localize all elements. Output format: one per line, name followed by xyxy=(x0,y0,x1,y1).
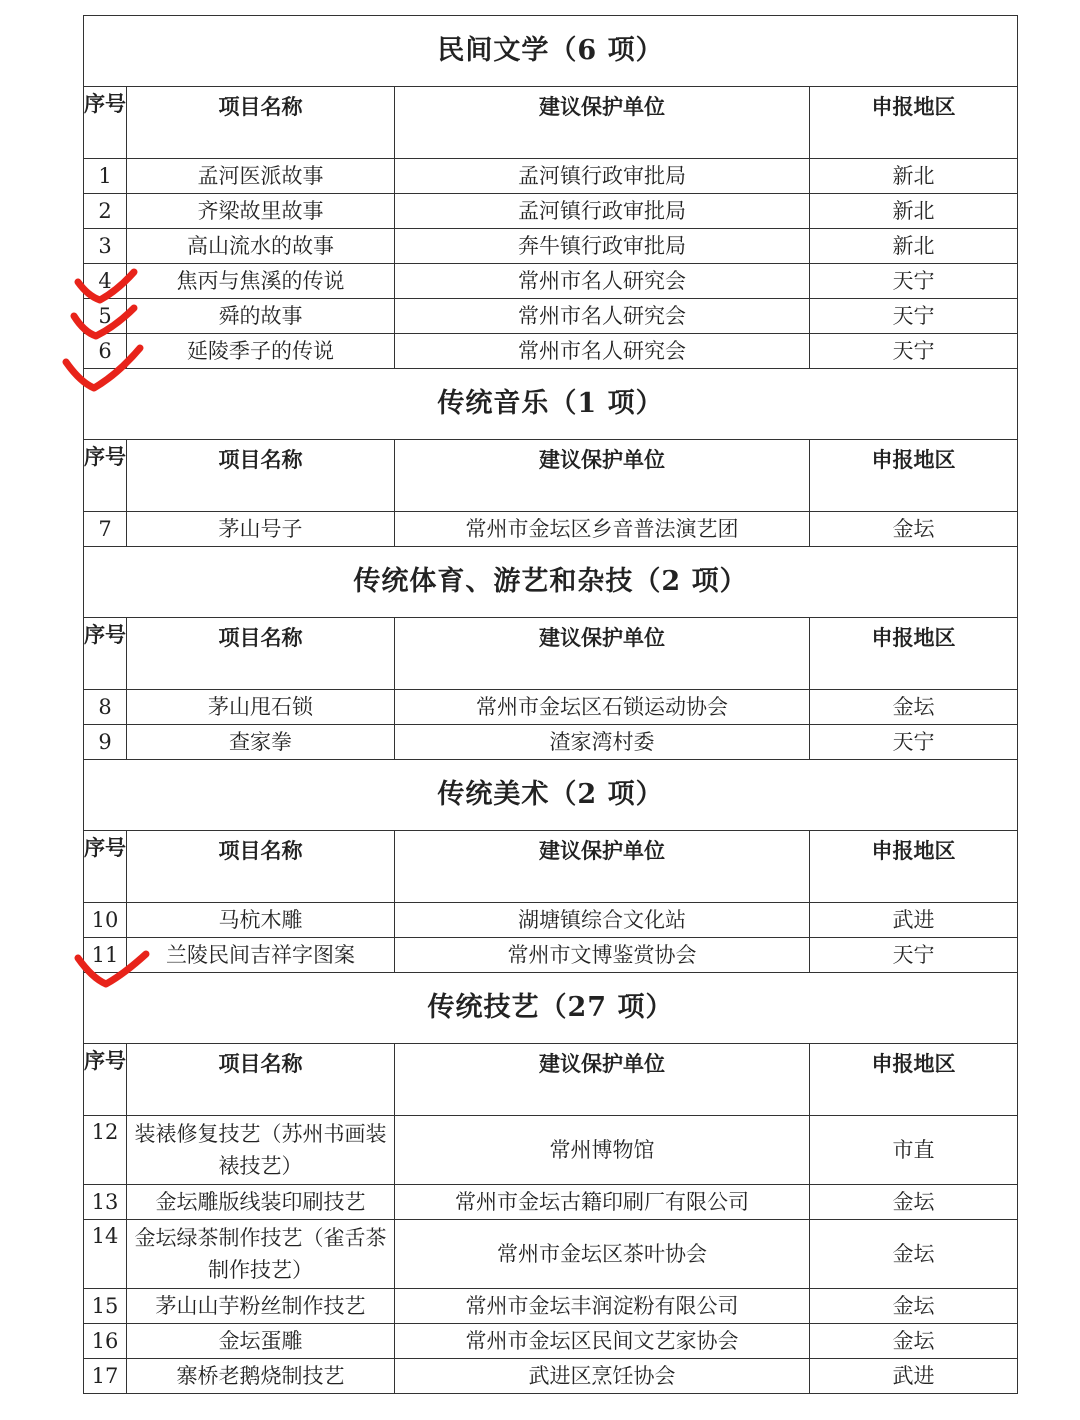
row-no: 12 xyxy=(84,1116,127,1185)
row-region: 新北 xyxy=(810,229,1018,264)
header-name: 项目名称 xyxy=(127,618,395,690)
row-region: 金坛 xyxy=(810,690,1018,725)
header-unit: 建议保护单位 xyxy=(395,440,810,512)
header-name: 项目名称 xyxy=(127,831,395,903)
row-name: 金坛蛋雕 xyxy=(127,1324,395,1359)
row-no: 16 xyxy=(84,1324,127,1359)
row-no: 3 xyxy=(84,229,127,264)
row-no: 13 xyxy=(84,1185,127,1220)
table-row xyxy=(84,159,1018,194)
table-row xyxy=(84,194,1018,229)
row-no: 9 xyxy=(84,725,127,760)
header-name: 项目名称 xyxy=(127,1044,395,1116)
header-no: 序号 xyxy=(84,87,127,159)
row-name: 查家拳 xyxy=(127,725,395,760)
row-no: 7 xyxy=(84,512,127,547)
section-title: 传统技艺（27 项） xyxy=(84,973,1018,1044)
table-row xyxy=(84,1324,1018,1359)
row-unit: 常州市文博鉴赏协会 xyxy=(395,938,810,973)
table-row xyxy=(84,229,1018,264)
row-region: 金坛 xyxy=(810,1220,1018,1289)
section-title: 民间文学（6 项） xyxy=(84,16,1018,87)
header-region: 申报地区 xyxy=(810,831,1018,903)
table-row xyxy=(84,299,1018,334)
row-unit: 常州市名人研究会 xyxy=(395,299,810,334)
table-row xyxy=(84,1220,1018,1289)
row-unit: 常州市金坛区民间文艺家协会 xyxy=(395,1324,810,1359)
table-row xyxy=(84,264,1018,299)
row-name: 金坛绿茶制作技艺（雀舌茶制作技艺） xyxy=(127,1220,395,1289)
row-no: 4 xyxy=(84,264,127,299)
row-name: 装裱修复技艺（苏州书画装裱技艺） xyxy=(127,1116,395,1185)
row-unit: 奔牛镇行政审批局 xyxy=(395,229,810,264)
row-name: 兰陵民间吉祥字图案 xyxy=(127,938,395,973)
row-region: 武进 xyxy=(810,1359,1018,1394)
table-row xyxy=(84,690,1018,725)
row-region: 金坛 xyxy=(810,1289,1018,1324)
row-no: 1 xyxy=(84,159,127,194)
header-no: 序号 xyxy=(84,831,127,903)
table-row xyxy=(84,334,1018,369)
header-no: 序号 xyxy=(84,1044,127,1116)
row-region: 新北 xyxy=(810,194,1018,229)
header-no: 序号 xyxy=(84,440,127,512)
table-row xyxy=(84,1185,1018,1220)
row-no: 5 xyxy=(84,299,127,334)
header-region: 申报地区 xyxy=(810,1044,1018,1116)
heritage-list-table xyxy=(83,15,1018,1394)
row-no: 14 xyxy=(84,1220,127,1289)
row-region: 市直 xyxy=(810,1116,1018,1185)
row-region: 天宁 xyxy=(810,264,1018,299)
row-unit: 孟河镇行政审批局 xyxy=(395,159,810,194)
row-name: 寨桥老鹅烧制技艺 xyxy=(127,1359,395,1394)
row-name: 茅山山芋粉丝制作技艺 xyxy=(127,1289,395,1324)
section-title: 传统美术（2 项） xyxy=(84,760,1018,831)
table-row xyxy=(84,903,1018,938)
row-name: 茅山号子 xyxy=(127,512,395,547)
row-name: 延陵季子的传说 xyxy=(127,334,395,369)
header-region: 申报地区 xyxy=(810,87,1018,159)
header-unit: 建议保护单位 xyxy=(395,831,810,903)
header-unit: 建议保护单位 xyxy=(395,618,810,690)
row-unit: 常州市金坛丰润淀粉有限公司 xyxy=(395,1289,810,1324)
table-row xyxy=(84,725,1018,760)
row-region: 金坛 xyxy=(810,1324,1018,1359)
row-unit: 常州市金坛古籍印刷厂有限公司 xyxy=(395,1185,810,1220)
row-name: 焦丙与焦溪的传说 xyxy=(127,264,395,299)
row-no: 15 xyxy=(84,1289,127,1324)
row-no: 2 xyxy=(84,194,127,229)
row-name: 马杭木雕 xyxy=(127,903,395,938)
row-region: 新北 xyxy=(810,159,1018,194)
row-unit: 孟河镇行政审批局 xyxy=(395,194,810,229)
row-unit: 常州市名人研究会 xyxy=(395,334,810,369)
row-no: 6 xyxy=(84,334,127,369)
row-region: 天宁 xyxy=(810,299,1018,334)
row-unit: 常州市金坛区茶叶协会 xyxy=(395,1220,810,1289)
row-name: 金坛雕版线装印刷技艺 xyxy=(127,1185,395,1220)
row-name: 齐梁故里故事 xyxy=(127,194,395,229)
row-unit: 渣家湾村委 xyxy=(395,725,810,760)
header-name: 项目名称 xyxy=(127,87,395,159)
header-unit: 建议保护单位 xyxy=(395,87,810,159)
row-no: 10 xyxy=(84,903,127,938)
row-region: 金坛 xyxy=(810,1185,1018,1220)
section-title: 传统体育、游艺和杂技（2 项） xyxy=(84,547,1018,618)
row-region: 天宁 xyxy=(810,938,1018,973)
table-row xyxy=(84,1116,1018,1185)
row-unit: 常州市金坛区石锁运动协会 xyxy=(395,690,810,725)
row-unit: 常州市金坛区乡音普法演艺团 xyxy=(395,512,810,547)
row-name: 高山流水的故事 xyxy=(127,229,395,264)
row-no: 8 xyxy=(84,690,127,725)
row-unit: 湖塘镇综合文化站 xyxy=(395,903,810,938)
header-name: 项目名称 xyxy=(127,440,395,512)
table-row xyxy=(84,1359,1018,1394)
row-region: 天宁 xyxy=(810,725,1018,760)
header-no: 序号 xyxy=(84,618,127,690)
row-name: 孟河医派故事 xyxy=(127,159,395,194)
row-region: 武进 xyxy=(810,903,1018,938)
header-region: 申报地区 xyxy=(810,440,1018,512)
header-unit: 建议保护单位 xyxy=(395,1044,810,1116)
row-no: 11 xyxy=(84,938,127,973)
section-title: 传统音乐（1 项） xyxy=(84,369,1018,440)
table-row xyxy=(84,512,1018,547)
row-unit: 武进区烹饪协会 xyxy=(395,1359,810,1394)
row-region: 天宁 xyxy=(810,334,1018,369)
table-row xyxy=(84,1289,1018,1324)
row-unit: 常州博物馆 xyxy=(395,1116,810,1185)
header-region: 申报地区 xyxy=(810,618,1018,690)
row-no: 17 xyxy=(84,1359,127,1394)
row-unit: 常州市名人研究会 xyxy=(395,264,810,299)
row-name: 茅山甩石锁 xyxy=(127,690,395,725)
row-name: 舜的故事 xyxy=(127,299,395,334)
table-row xyxy=(84,938,1018,973)
row-region: 金坛 xyxy=(810,512,1018,547)
